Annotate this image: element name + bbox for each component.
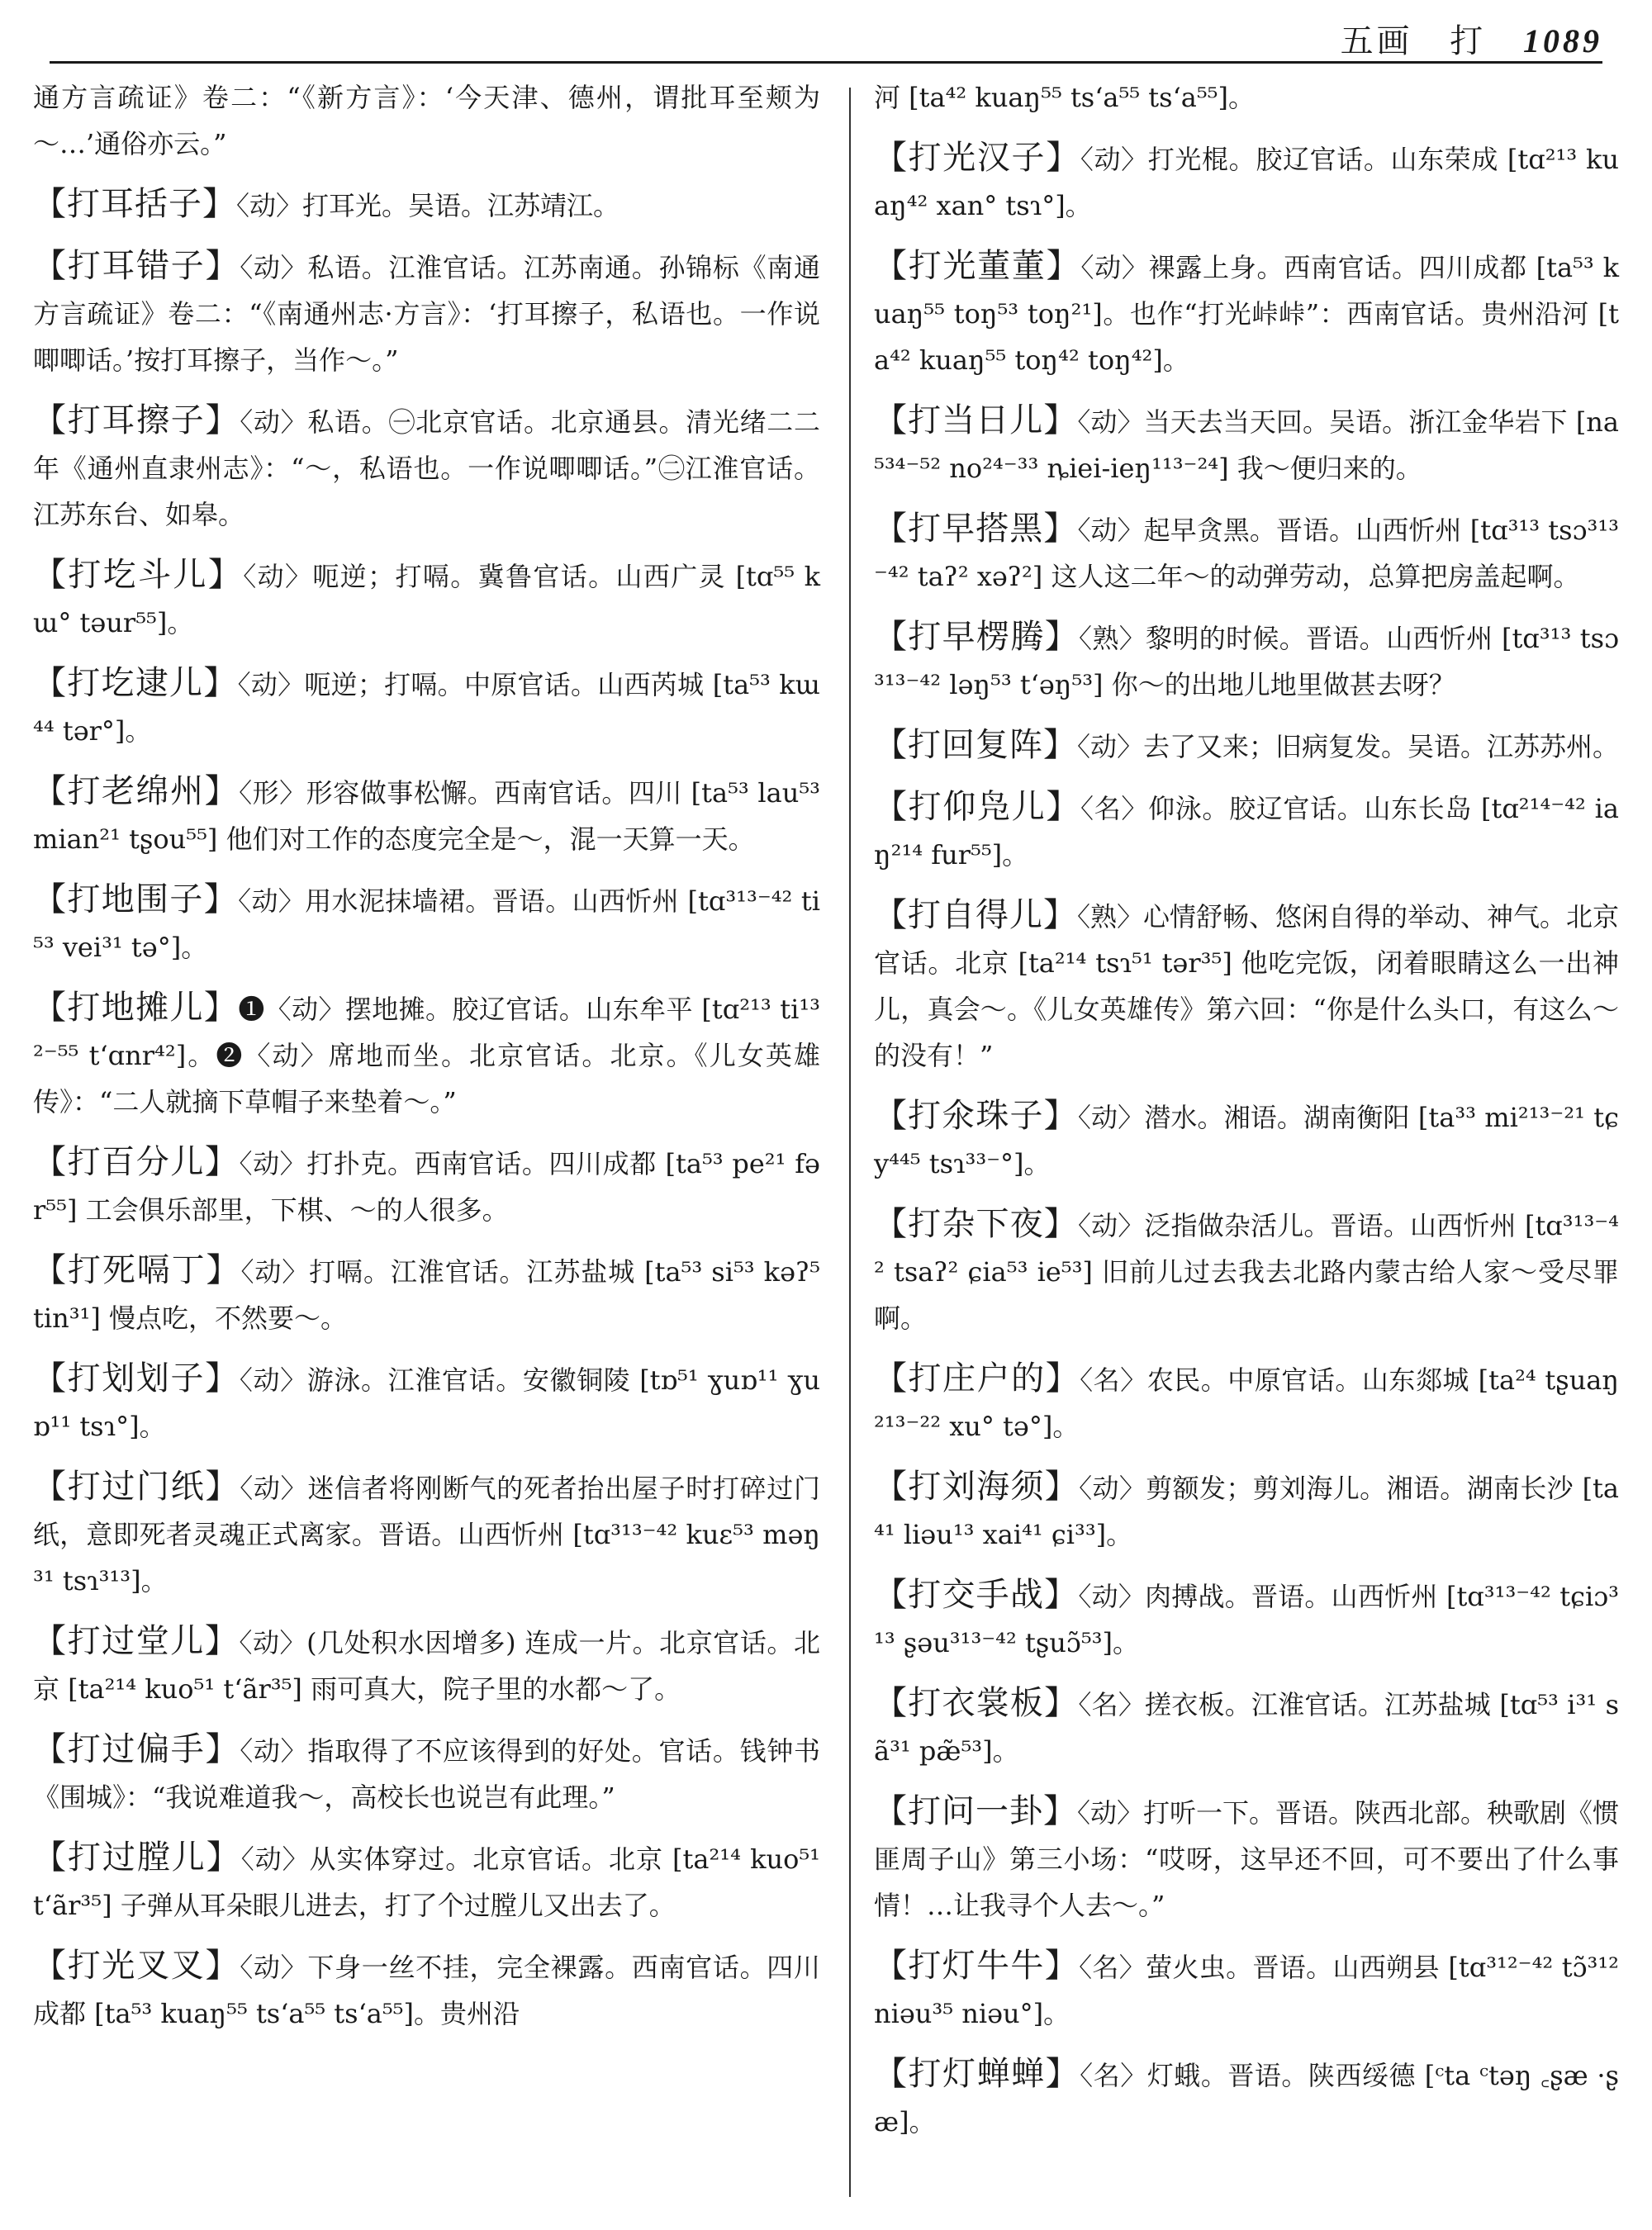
entry-definition: 〈动〉下身一丝不挂，完全裸露。西南官话。四川成都 [ta⁵³ kuaŋ⁵⁵ ts‘a⁵⁵ ts‘a⁵⁵]。贵州沿 (33, 1952, 820, 2029)
entry-headword: 【打光叉叉】 (33, 1947, 240, 1985)
dictionary-entry (33, 181, 820, 229)
entry-definition: 〈动〉泛指做杂活儿。晋语。山西忻州 [tɑ³¹³⁻⁴² tsaʔ² ɕia⁵³ ie⁵³] 旧前儿过去我去北路内蒙古给人家～受尽罪啊。 (874, 1210, 1619, 1334)
entry-headword: 【打地围子】 (33, 880, 239, 918)
entry-definition: ❶〈动〉摆地摊。胶辽官话。山东牟平 [tɑ²¹³ ti¹³²⁻⁵⁵ t‘ɑnr⁴²]。❷〈动〉席地而坐。北京官话。北京。《儿女英雄传》：“二人就摘下草帽子来垫着～。” (33, 994, 820, 1117)
dictionary-entry (874, 722, 1619, 770)
entry-headword: 【打仰凫儿】 (874, 788, 1081, 826)
entry-definition: 〈动〉起早贪黑。晋语。山西忻州 [tɑ³¹³ tsɔ³¹³⁻⁴² taʔ² xəʔ²] 这人这二年～的动弹劳动，总算把房盖起啊。 (874, 515, 1619, 592)
entry-headword: 【打过堂儿】 (33, 1622, 240, 1660)
entry-headword: 【打当日儿】 (874, 401, 1078, 439)
entry-headword: 【打老绵州】 (33, 772, 240, 810)
entry-definition: 〈动〉呃逆；打嗝。中原官话。山西芮城 [ta⁵³ kɯ⁴⁴ tər°]。 (33, 669, 820, 747)
entry-headword: 【打杂下夜】 (874, 1205, 1078, 1243)
entry-headword: 【打过偏手】 (33, 1730, 240, 1768)
dictionary-entry (33, 660, 820, 754)
entry-definition: 〈动〉打嗝。江淮官话。江苏盐城 [ta⁵³ si⁵³ kəʔ⁵ tin³¹] 慢点吃，不然要～。 (33, 1256, 820, 1334)
entry-headword: 【打刘海须】 (874, 1468, 1080, 1506)
entry-headword: 【打过门纸】 (33, 1468, 240, 1506)
dictionary-entry (33, 1464, 820, 1604)
entry-headword: 【打百分儿】 (33, 1143, 240, 1181)
dictionary-columns (33, 71, 1619, 2213)
entry-definition: 〈动〉(几处积水因增多) 连成一片。北京官话。北京 [ta²¹⁴ kuo⁵¹ t‘ãr³⁵] 雨可真大，院子里的水都～了。 (33, 1627, 820, 1705)
entry-definition: 通方言疏证》卷二：“《新方言》：‘今天津、德州，谓批耳至颊为～…’通俗亦云。” (33, 82, 820, 159)
entry-continuation (33, 74, 820, 167)
running-head (1341, 15, 1602, 62)
column-divider (849, 88, 851, 2197)
dictionary-entry (33, 1726, 820, 1820)
dictionary-entry (33, 768, 820, 862)
entry-definition: 河 [ta⁴² kuaŋ⁵⁵ ts‘a⁵⁵ ts‘a⁵⁵]。 (874, 82, 1255, 113)
dictionary-entry (874, 1788, 1619, 1929)
entry-definition: 〈动〉剪额发；剪刘海儿。湘语。湖南长沙 [ta⁴¹ liəu¹³ xai⁴¹ ɕi³³]。 (874, 1473, 1619, 1550)
entry-definition: 〈名〉农民。中原官话。山东郯城 [ta²⁴ tʂuaŋ²¹³⁻²² xu° tə°]。 (874, 1364, 1619, 1442)
entry-headword: 【打氽珠子】 (874, 1097, 1078, 1135)
entry-definition: 〈名〉仰泳。胶辽官话。山东长岛 [tɑ²¹⁴⁻⁴² iaŋ²¹⁴ fur⁵⁵]。 (874, 793, 1619, 871)
entry-definition: 〈名〉搓衣板。江淮官话。江苏盐城 [tɑ⁵³ i³¹ sã³¹ pæ̃⁵³]。 (874, 1689, 1619, 1767)
entry-headword: 【打划划子】 (33, 1359, 240, 1397)
dictionary-entry (33, 876, 820, 970)
entry-headword: 【打光董董】 (874, 247, 1081, 285)
entry-definition: 〈动〉肉搏战。晋语。山西忻州 [tɑ³¹³⁻⁴² tɕiɔ³¹³ ʂəu³¹³⁻⁴² tʂuɔ̃⁵³]。 (874, 1581, 1619, 1658)
entry-headword: 【打早搭黑】 (874, 510, 1078, 548)
entry-definition: 〈动〉游泳。江淮官话。安徽铜陵 [tɒ⁵¹ ɣuɒ¹¹ ɣuɒ¹¹ tsɿ°]。 (33, 1364, 820, 1442)
dictionary-entry (874, 397, 1619, 491)
entry-definition: 〈动〉当天去当天回。吴语。浙江金华岩下 [na⁵³⁴⁻⁵² no²⁴⁻³³ ȵiei-ieŋ¹¹³⁻²⁴] 我～便归来的。 (874, 406, 1619, 484)
entry-headword: 【打耳擦子】 (33, 401, 240, 439)
entry-definition: 〈动〉打光棍。胶辽官话。山东荣成 [tɑ²¹³ kuaŋ⁴² xan° tsɿ°]。 (874, 144, 1619, 221)
entry-definition: 〈熟〉心情舒畅、悠闲自得的举动、神气。北京官话。北京 [ta²¹⁴ tsɿ⁵¹ tər³⁵] 他吃完饭，闭着眼睛这么一出神儿，真会～。《儿女英雄传》第六回：“你是什么头口，有这么～的没有！” (874, 901, 1620, 1071)
dictionary-entry (874, 1355, 1619, 1450)
entry-continuation (874, 74, 1619, 121)
page-number: 1089 (1523, 22, 1602, 59)
entry-definition: 〈动〉去了又来；旧病复发。吴语。江苏苏州。 (1077, 731, 1620, 762)
entry-definition: 〈动〉私语。㊀北京官话。北京通县。清光绪二二年《通州直隶州志》：“～，私语也。一作说唧唧话。”㊁江淮官话。江苏东台、如皋。 (33, 406, 820, 530)
dictionary-entry (874, 1572, 1619, 1666)
entry-definition: 〈动〉迷信者将刚断气的死者抬出屋子时打碎过门纸，意即死者灵魂正式离家。晋语。山西忻州 [tɑ³¹³⁻⁴² kuɛ⁵³ məŋ³¹ tsɿ³¹³]。 (33, 1473, 820, 1597)
dictionary-entry (874, 1680, 1619, 1774)
entry-definition: 〈动〉打听一下。晋语。陕西北部。秧歌剧《惯匪周子山》第三小场：“哎呀，这早还不回，可不要出了什么事情！…让我寻个人去～。” (874, 1797, 1620, 1921)
dictionary-entry (874, 1201, 1619, 1341)
entry-definition: 〈动〉从实体穿过。北京官话。北京 [ta²¹⁴ kuo⁵¹ t‘ãr³⁵] 子弹从耳朵眼儿进去，打了个过膛儿又出去了。 (33, 1843, 820, 1921)
running-head-section: 五画 (1340, 22, 1413, 60)
entry-headword: 【打自得儿】 (874, 896, 1077, 934)
running-head-char: 打 (1450, 22, 1487, 60)
entry-headword: 【打过膛儿】 (33, 1839, 241, 1877)
dictionary-entry (33, 552, 820, 646)
entry-definition: 〈名〉萤火虫。晋语。山西朔县 [tɑ³¹²⁻⁴² tɔ̃³¹² niəu³⁵ niəu°]。 (874, 1952, 1619, 2029)
entry-headword: 【打圪斗儿】 (33, 556, 244, 594)
entry-headword: 【打耳括子】 (33, 185, 236, 223)
dictionary-entry (874, 1943, 1619, 2037)
dictionary-entry (874, 1464, 1619, 1558)
entry-headword: 【打问一卦】 (874, 1792, 1077, 1830)
entry-headword: 【打灯牛牛】 (874, 1947, 1080, 1985)
dictionary-entry (874, 2051, 1619, 2145)
entry-headword: 【打庄户的】 (874, 1359, 1080, 1397)
right-column (859, 71, 1619, 2213)
entry-headword: 【打死嗝丁】 (33, 1251, 241, 1289)
dictionary-entry (874, 1093, 1619, 1187)
entry-headword: 【打衣裳板】 (874, 1684, 1079, 1722)
entry-headword: 【打光汉子】 (874, 139, 1080, 177)
dictionary-entry (33, 985, 820, 1125)
dictionary-entry (33, 1139, 820, 1233)
entry-definition: 〈动〉私语。江淮官话。江苏南通。孙锦标《南通方言疏证》卷二：“《南通州志·方言》：‘打耳擦子，私语也。一作说唧唧话。’按打耳擦子，当作～。” (33, 252, 820, 376)
entry-headword: 【打耳错子】 (33, 247, 240, 285)
entry-headword: 【打回复阵】 (874, 726, 1077, 764)
dictionary-entry (874, 243, 1619, 383)
entry-headword: 【打地摊儿】 (33, 989, 239, 1027)
left-column (33, 71, 838, 2213)
entry-headword: 【打灯蝉蝉】 (874, 2055, 1080, 2093)
dictionary-entry (33, 1943, 820, 2037)
entry-headword: 【打圪逮儿】 (33, 664, 238, 702)
dictionary-entry (33, 1247, 820, 1341)
entry-definition: 〈动〉用水泥抹墙裙。晋语。山西忻州 [tɑ³¹³⁻⁴² ti⁵³ vei³¹ tə°]。 (33, 885, 820, 963)
dictionary-entry (874, 892, 1619, 1079)
entry-headword: 【打早楞腾】 (874, 618, 1080, 656)
dictionary-entry (874, 505, 1619, 600)
entry-definition: 〈名〉灯蛾。晋语。陕西绥德 [ᶜta ᶜtəŋ ꜀ʂæ ·ʂæ]。 (874, 2060, 1619, 2137)
entry-definition: 〈动〉打耳光。吴语。江苏靖江。 (236, 190, 620, 221)
dictionary-entry (874, 614, 1619, 708)
dictionary-entry (33, 397, 820, 538)
entry-definition: 〈动〉指取得了不应该得到的好处。官话。钱钟书《围城》：“我说难道我～，高校长也说岂有此理。” (33, 1735, 820, 1813)
entry-definition: 〈动〉裸露上身。西南官话。四川成都 [ta⁵³ kuaŋ⁵⁵ toŋ⁵³ toŋ²¹]。也作“打光峠峠”：西南官话。贵州沿河 [ta⁴² kuaŋ⁵⁵ toŋ⁴² toŋ⁴²]。 (874, 252, 1619, 376)
dictionary-entry (33, 1834, 820, 1929)
entry-definition: 〈动〉呃逆；打嗝。冀鲁官话。山西广灵 [tɑ⁵⁵ kɯ° təur⁵⁵]。 (33, 561, 820, 638)
dictionary-entry (33, 1618, 820, 1712)
dictionary-entry (33, 243, 820, 383)
dictionary-entry (33, 1355, 820, 1450)
entry-definition: 〈动〉打扑克。西南官话。四川成都 [ta⁵³ pe²¹ fər⁵⁵] 工会俱乐部里，下棋、～的人很多。 (33, 1148, 820, 1226)
entry-definition: 〈熟〉黎明的时候。晋语。山西忻州 [tɑ³¹³ tsɔ³¹³⁻⁴² ləŋ⁵³ t‘əŋ⁵³] 你～的出地儿地里做甚去呀？ (874, 623, 1619, 700)
entry-headword: 【打交手战】 (874, 1576, 1079, 1614)
page-header (50, 13, 1602, 64)
entry-definition: 〈动〉潜水。湘语。湖南衡阳 [ta³³ mi²¹³⁻²¹ tɕy⁴⁴⁵ tsɿ³³⁻°]。 (874, 1102, 1619, 1179)
entry-definition: 〈形〉形容做事松懈。西南官话。四川 [ta⁵³ lau⁵³ mian²¹ tʂou⁵⁵] 他们对工作的态度完全是～，混一天算一天。 (33, 777, 820, 855)
dictionary-entry (874, 784, 1619, 878)
dictionary-entry (874, 135, 1619, 229)
